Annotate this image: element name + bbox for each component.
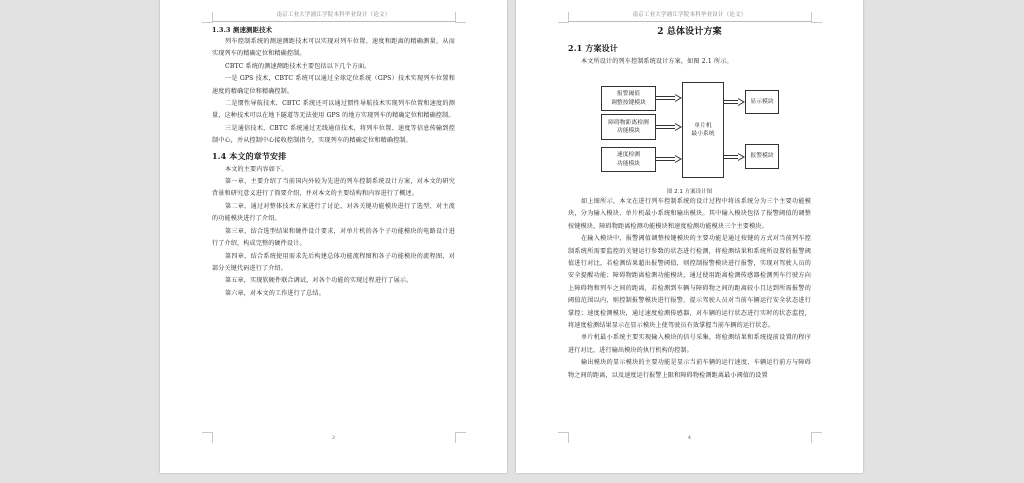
paragraph: 列车控制系统的测速测距技术可以实现对列车位置、速度和距离的精确测量，从而实现列车的精确定位和精确控制。	[212, 38, 455, 58]
paragraph: 本文的主要内容如下。	[225, 165, 288, 173]
paragraph: CBTC 系统的测速测距技术主要包括以下几个方面。	[225, 62, 371, 70]
block-diagram	[516, 0, 863, 210]
arrow-right-icon	[724, 155, 745, 159]
section-heading-1-4: 1.4 本文的章节安排	[212, 150, 287, 161]
paragraph: 第一章，主要介绍了当前国内外较为先进的列车控制系统设计方案，对本文的研究背景和研究意义进行了简要介绍，并对本文的主要结构和内容进行了概述。	[212, 178, 455, 198]
paragraph: 本文所设计的列车控制系统设计方案，如图 2.1 所示。	[581, 58, 733, 65]
figure-caption: 图 2.1 方案设计图	[666, 189, 713, 195]
paragraph: 一是 GPS 技术，CBTC 系统可以通过全球定位系统（GPS）技术实现列车位置和速度的精确定位和精确控制。	[212, 75, 455, 95]
center-box-mcu: 单片机 最小系统	[682, 82, 724, 178]
paragraph: 二是惯性导航技术，CBTC 系统还可以通过惯性导航技术实现列车位置和速度的测量，这种技术可以在地下隧道等无法使用 GPS 的地方实现列车的精确定位和精确控制。	[212, 100, 455, 120]
arrow-right-icon	[724, 100, 745, 104]
input-box-obstacle-distance: 障碍物距离检测 功能模块	[601, 114, 656, 140]
paragraph: 如上图所示，本文在进行列车控制系统的设计过程中将该系统分为三个主要功能模块，分为输入模块、单片机最小系统和输出模块。其中输入模块包括了报警阈值的调整按键模块、障碍物距离检测功能模块和速度检测功能模块三个主要模块。	[568, 198, 811, 230]
paragraph: 第三章，结合选型结果和硬件设计要求，对单片机的各个子功能模块的电路设计进行了介绍，构成完整的硬件设计。	[212, 227, 455, 248]
header-rule	[212, 21, 455, 22]
paragraph: 第四章，结合系统使用需求先后构建总体功能流程图和各子功能模块的流程图，对部分关键代码进行了介绍。	[212, 252, 455, 272]
input-box-alarm-threshold: 报警阈值 调整按键模块	[601, 86, 656, 111]
margin-corner-mark	[455, 12, 466, 23]
paragraph: 输出模块的显示模块的主要功能是显示当前车辆的运行速度、车辆运行前方与障碍物之间的距离，以及速度运行报警上限和障碍物检测距离最小阈值的设置	[568, 359, 811, 379]
paragraph: 第五章，实现软硬件联合调试，对各个功能的实现过程进行了展示。	[225, 277, 413, 285]
page-body-bottom[interactable]	[568, 196, 811, 382]
paragraph: 第六章，对本文的工作进行了总结。	[225, 289, 325, 297]
section-heading-1-3-3: 1.3.3 测速测距技术	[212, 26, 273, 34]
margin-corner-mark	[202, 12, 213, 23]
section-heading-2-1: 2.1 方案设计	[568, 43, 618, 53]
output-box-alarm: 报警模块	[745, 144, 779, 169]
input-box-speed-detection: 速度检测 功能模块	[601, 147, 656, 172]
page-number: 4	[687, 435, 692, 441]
arrow-right-icon	[656, 157, 682, 161]
paragraph: 第二章，通过对整体技术方案进行了讨论，对各关键功能模块进行了选型，对主流的功能模块进行了介绍。	[212, 202, 455, 223]
paragraph: 在输入模块中，报警阈值调整按键模块的主要功能是通过按键的方式对当前列车控制系统所需要监控的关键运行参数的状态进行检测，将检测结果和系统所设置的报警阈值进行对比，若检测结果超出报警阈值，则控制报警模块进行报警，实现对驾驶人员的安全提醒功能；障碍物距离检测功能模块，通过使用距离检测传感器检测列车行驶方向上障碍物和列车之间的距离，若检测到车辆与障碍物之间的距离较小且达到所需报警的阈值范围以内，则控制报警模块进行报警，提示驾驶人员对当前车辆运行安全状态进行掌控；速度检测模块，通过速度检测传感器，对车辆的运行状态进行实时的状态监控，将速度检测结果显示在显示模块上使驾驶员有效掌握当前车辆的运行状态。	[568, 235, 811, 330]
arrow-right-icon	[656, 125, 682, 129]
paragraph: 单片机最小系统主要实现输入模块的信号采集，将检测结果和系统提前设置的程序进行对比，进行输出模块的执行机构的控制。	[568, 334, 811, 354]
page-number: 3	[331, 435, 336, 441]
arrow-right-icon	[656, 96, 682, 100]
page-body[interactable]	[212, 24, 455, 300]
paragraph: 三是通信技术，CBTC 系统通过无线通信技术，将列车位置、速度等信息传输到控制中心，并从控制中心接收控制指令，实现列车的精确定位和精确控制。	[212, 124, 455, 145]
chapter-title: 2 总体设计方案	[657, 27, 722, 37]
page-header: 南京工业大学浦江学院本科毕业设计（论文）	[276, 12, 391, 18]
document-page-3	[160, 0, 507, 473]
document-page-4	[516, 0, 863, 473]
output-box-display: 显示模块	[745, 90, 779, 114]
page-header: 南京工业大学浦江学院本科毕业设计（论文）	[632, 12, 747, 18]
